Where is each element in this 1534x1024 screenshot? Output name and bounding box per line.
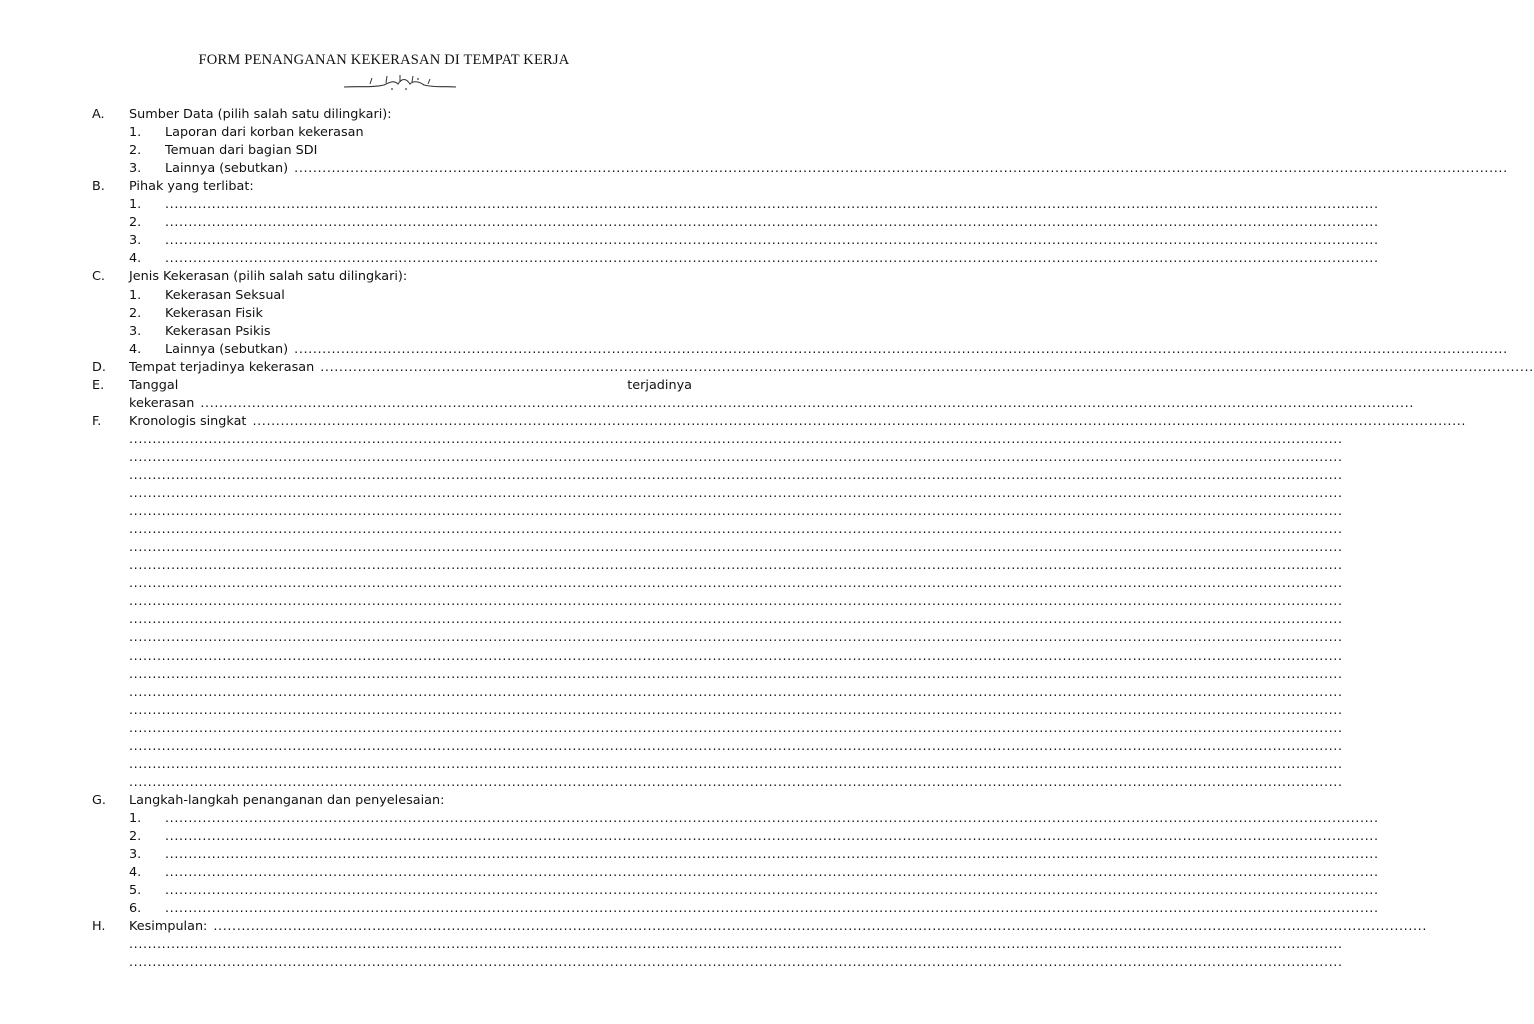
section-c-item bbox=[0, 305, 768, 323]
item-number: 3. bbox=[129, 847, 142, 863]
section-label-cont: kekerasan bbox=[129, 395, 195, 411]
chronology-row bbox=[0, 756, 1343, 774]
step-line[interactable]: .................................................................................................................................................................................................................................................................... bbox=[165, 829, 1379, 844]
chronology-line[interactable]: .................................................................................................................................................................................................................................................................... bbox=[129, 666, 1343, 682]
section-b bbox=[0, 178, 768, 196]
item-number: 3. bbox=[129, 161, 142, 177]
section-f bbox=[0, 413, 1467, 431]
chronology-row bbox=[0, 593, 1343, 611]
chronology-row bbox=[0, 575, 1343, 593]
section-marker: E. bbox=[92, 377, 105, 393]
chronology-line[interactable]: .................................................................................................................................................................................................................................................................... bbox=[129, 738, 1343, 754]
chronology-row bbox=[0, 684, 1343, 702]
chronology-line[interactable]: .................................................................................................................................................................................................................................................................... bbox=[129, 558, 1343, 574]
section-g-item bbox=[0, 810, 1379, 828]
chronology-line[interactable]: .................................................................................................................................................................................................................................................................... bbox=[252, 413, 1467, 429]
section-label-right: terjadinya bbox=[627, 377, 692, 393]
chronology-line[interactable]: .................................................................................................................................................................................................................................................................... bbox=[129, 449, 1343, 465]
section-marker: H. bbox=[92, 919, 106, 935]
place-line[interactable]: .................................................................................................................................................................................................................................................................... bbox=[320, 359, 1534, 375]
item-text: Kekerasan Psikis bbox=[165, 323, 271, 339]
item-number: 2. bbox=[129, 829, 142, 844]
chronology-line[interactable]: .................................................................................................................................................................................................................................................................... bbox=[129, 756, 1343, 772]
chronology-row bbox=[0, 720, 1343, 738]
chronology-line[interactable]: .................................................................................................................................................................................................................................................................... bbox=[129, 594, 1343, 610]
step-line[interactable]: .................................................................................................................................................................................................................................................................... bbox=[165, 847, 1379, 863]
item-number: 1. bbox=[129, 125, 142, 141]
chronology-row bbox=[0, 521, 1343, 539]
party-line[interactable]: .................................................................................................................................................................................................................................................................... bbox=[165, 251, 1379, 267]
item-number: 4. bbox=[129, 865, 142, 881]
item-number: 5. bbox=[129, 883, 142, 899]
section-marker: B. bbox=[92, 179, 105, 195]
chronology-row bbox=[0, 629, 1343, 647]
section-a bbox=[0, 106, 768, 124]
chronology-row bbox=[0, 557, 1343, 575]
section-label: Tanggal bbox=[129, 377, 179, 393]
chronology-row bbox=[0, 611, 1343, 629]
section-marker: G. bbox=[92, 792, 106, 808]
chronology-row bbox=[0, 485, 1343, 503]
form-title: FORM PENANGANAN KEKERASAN DI TEMPAT KERJA bbox=[198, 52, 570, 68]
party-line[interactable]: .................................................................................................................................................................................................................................................................... bbox=[165, 215, 1379, 231]
section-h bbox=[0, 918, 1427, 936]
chronology-line[interactable]: .................................................................................................................................................................................................................................................................... bbox=[129, 612, 1343, 628]
item-text: Lainnya (sebutkan) bbox=[165, 341, 289, 357]
item-text: Temuan dari bagian SDI bbox=[165, 143, 318, 159]
item-number: 4. bbox=[129, 251, 142, 267]
section-e bbox=[0, 377, 768, 395]
chronology-row bbox=[0, 648, 1343, 666]
item-number: 4. bbox=[129, 341, 142, 357]
chronology-line[interactable]: .................................................................................................................................................................................................................................................................... bbox=[129, 504, 1343, 520]
section-g-item bbox=[0, 900, 1379, 918]
chronology-line[interactable]: .................................................................................................................................................................................................................................................................... bbox=[129, 630, 1343, 646]
section-c-item bbox=[0, 323, 768, 341]
item-number: 6. bbox=[129, 901, 142, 917]
section-a-item bbox=[0, 124, 768, 142]
conclusion-row bbox=[0, 954, 1343, 972]
step-line[interactable]: .................................................................................................................................................................................................................................................................... bbox=[165, 883, 1379, 899]
chronology-row bbox=[0, 774, 1343, 792]
chronology-row bbox=[0, 666, 1343, 684]
item-number: 1. bbox=[129, 197, 142, 213]
item-number: 3. bbox=[129, 323, 142, 339]
chronology-row bbox=[0, 503, 1343, 521]
other-source-line[interactable]: .................................................................................................................................................................................................................................................................... bbox=[294, 161, 1508, 177]
section-label: Sumber Data (pilih salah satu dilingkari): bbox=[129, 107, 392, 122]
chronology-line[interactable]: .................................................................................................................................................................................................................................................................... bbox=[129, 431, 1343, 447]
chronology-line[interactable]: .................................................................................................................................................................................................................................................................... bbox=[129, 774, 1343, 790]
section-b-item bbox=[0, 250, 1379, 268]
item-text: Lainnya (sebutkan) bbox=[165, 161, 289, 177]
section-label: Kronologis singkat bbox=[129, 413, 247, 429]
item-number: 2. bbox=[129, 215, 142, 231]
chronology-row bbox=[0, 431, 1343, 449]
item-number: 2. bbox=[129, 305, 142, 321]
chronology-line[interactable]: .................................................................................................................................................................................................................................................................... bbox=[129, 702, 1343, 718]
chronology-line[interactable]: .................................................................................................................................................................................................................................................................... bbox=[129, 486, 1343, 502]
section-label: Jenis Kekerasan (pilih salah satu dilingkari): bbox=[129, 269, 408, 285]
item-number: 2. bbox=[129, 143, 142, 159]
section-a-item bbox=[0, 142, 768, 160]
item-number: 1. bbox=[129, 287, 142, 303]
chronology-row bbox=[0, 738, 1343, 756]
chronology-row bbox=[0, 702, 1343, 720]
section-marker: A. bbox=[92, 107, 105, 122]
section-marker: D. bbox=[92, 359, 106, 375]
section-e-cont bbox=[0, 395, 1415, 413]
section-c bbox=[0, 268, 768, 286]
chronology-line[interactable]: .................................................................................................................................................................................................................................................................... bbox=[129, 468, 1343, 483]
chronology-row bbox=[0, 467, 1343, 485]
party-line[interactable]: .................................................................................................................................................................................................................................................................... bbox=[165, 233, 1379, 249]
section-c-item bbox=[0, 341, 1508, 359]
section-label: Kesimpulan: bbox=[129, 919, 208, 935]
conclusion-line[interactable]: .................................................................................................................................................................................................................................................................... bbox=[213, 919, 1427, 935]
section-g-item bbox=[0, 864, 1379, 882]
chronology-row bbox=[0, 539, 1343, 557]
date-line[interactable]: .................................................................................................................................................................................................................................................................... bbox=[200, 395, 1415, 411]
section-marker: F. bbox=[92, 413, 102, 429]
item-text: Kekerasan Seksual bbox=[165, 287, 285, 303]
section-label: Langkah-langkah penanganan dan penyelesaian: bbox=[129, 792, 445, 808]
chronology-line[interactable]: .................................................................................................................................................................................................................................................................... bbox=[129, 576, 1343, 592]
section-g bbox=[0, 792, 768, 810]
chronology-line[interactable]: .................................................................................................................................................................................................................................................................... bbox=[129, 720, 1343, 736]
chronology-line[interactable]: .................................................................................................................................................................................................................................................................... bbox=[129, 540, 1343, 556]
section-b-item bbox=[0, 232, 1379, 250]
step-line[interactable]: .................................................................................................................................................................................................................................................................... bbox=[165, 810, 1379, 826]
section-a-item bbox=[0, 160, 1508, 178]
section-g-item bbox=[0, 828, 1379, 846]
section-marker: C. bbox=[92, 269, 106, 285]
item-text: Laporan dari korban kekerasan bbox=[165, 125, 364, 141]
party-line[interactable]: .................................................................................................................................................................................................................................................................... bbox=[165, 197, 1379, 213]
section-g-item bbox=[0, 846, 1379, 864]
section-g-item bbox=[0, 882, 1379, 900]
chronology-line[interactable]: .................................................................................................................................................................................................................................................................... bbox=[129, 684, 1343, 700]
section-b-item bbox=[0, 214, 1379, 232]
chronology-line[interactable]: .................................................................................................................................................................................................................................................................... bbox=[129, 648, 1343, 664]
conclusion-line[interactable]: .................................................................................................................................................................................................................................................................... bbox=[129, 955, 1343, 971]
other-type-line[interactable]: .................................................................................................................................................................................................................................................................... bbox=[294, 341, 1508, 357]
item-number: 1. bbox=[129, 810, 142, 826]
section-d bbox=[0, 359, 1534, 377]
bismillah-ornament bbox=[340, 74, 460, 94]
section-label: Tempat terjadinya kekerasan bbox=[129, 359, 315, 375]
chronology-row bbox=[0, 449, 1343, 467]
section-b-item bbox=[0, 196, 1379, 214]
item-text: Kekerasan Fisik bbox=[165, 305, 263, 321]
section-label: Pihak yang terlibat: bbox=[129, 179, 254, 195]
step-line[interactable]: .................................................................................................................................................................................................................................................................... bbox=[165, 901, 1379, 917]
conclusion-line[interactable]: .................................................................................................................................................................................................................................................................... bbox=[129, 937, 1343, 953]
step-line[interactable]: .................................................................................................................................................................................................................................................................... bbox=[165, 865, 1379, 881]
item-number: 3. bbox=[129, 233, 142, 249]
chronology-line[interactable]: .................................................................................................................................................................................................................................................................... bbox=[129, 522, 1343, 538]
conclusion-row bbox=[0, 936, 1343, 954]
section-c-item bbox=[0, 287, 768, 305]
